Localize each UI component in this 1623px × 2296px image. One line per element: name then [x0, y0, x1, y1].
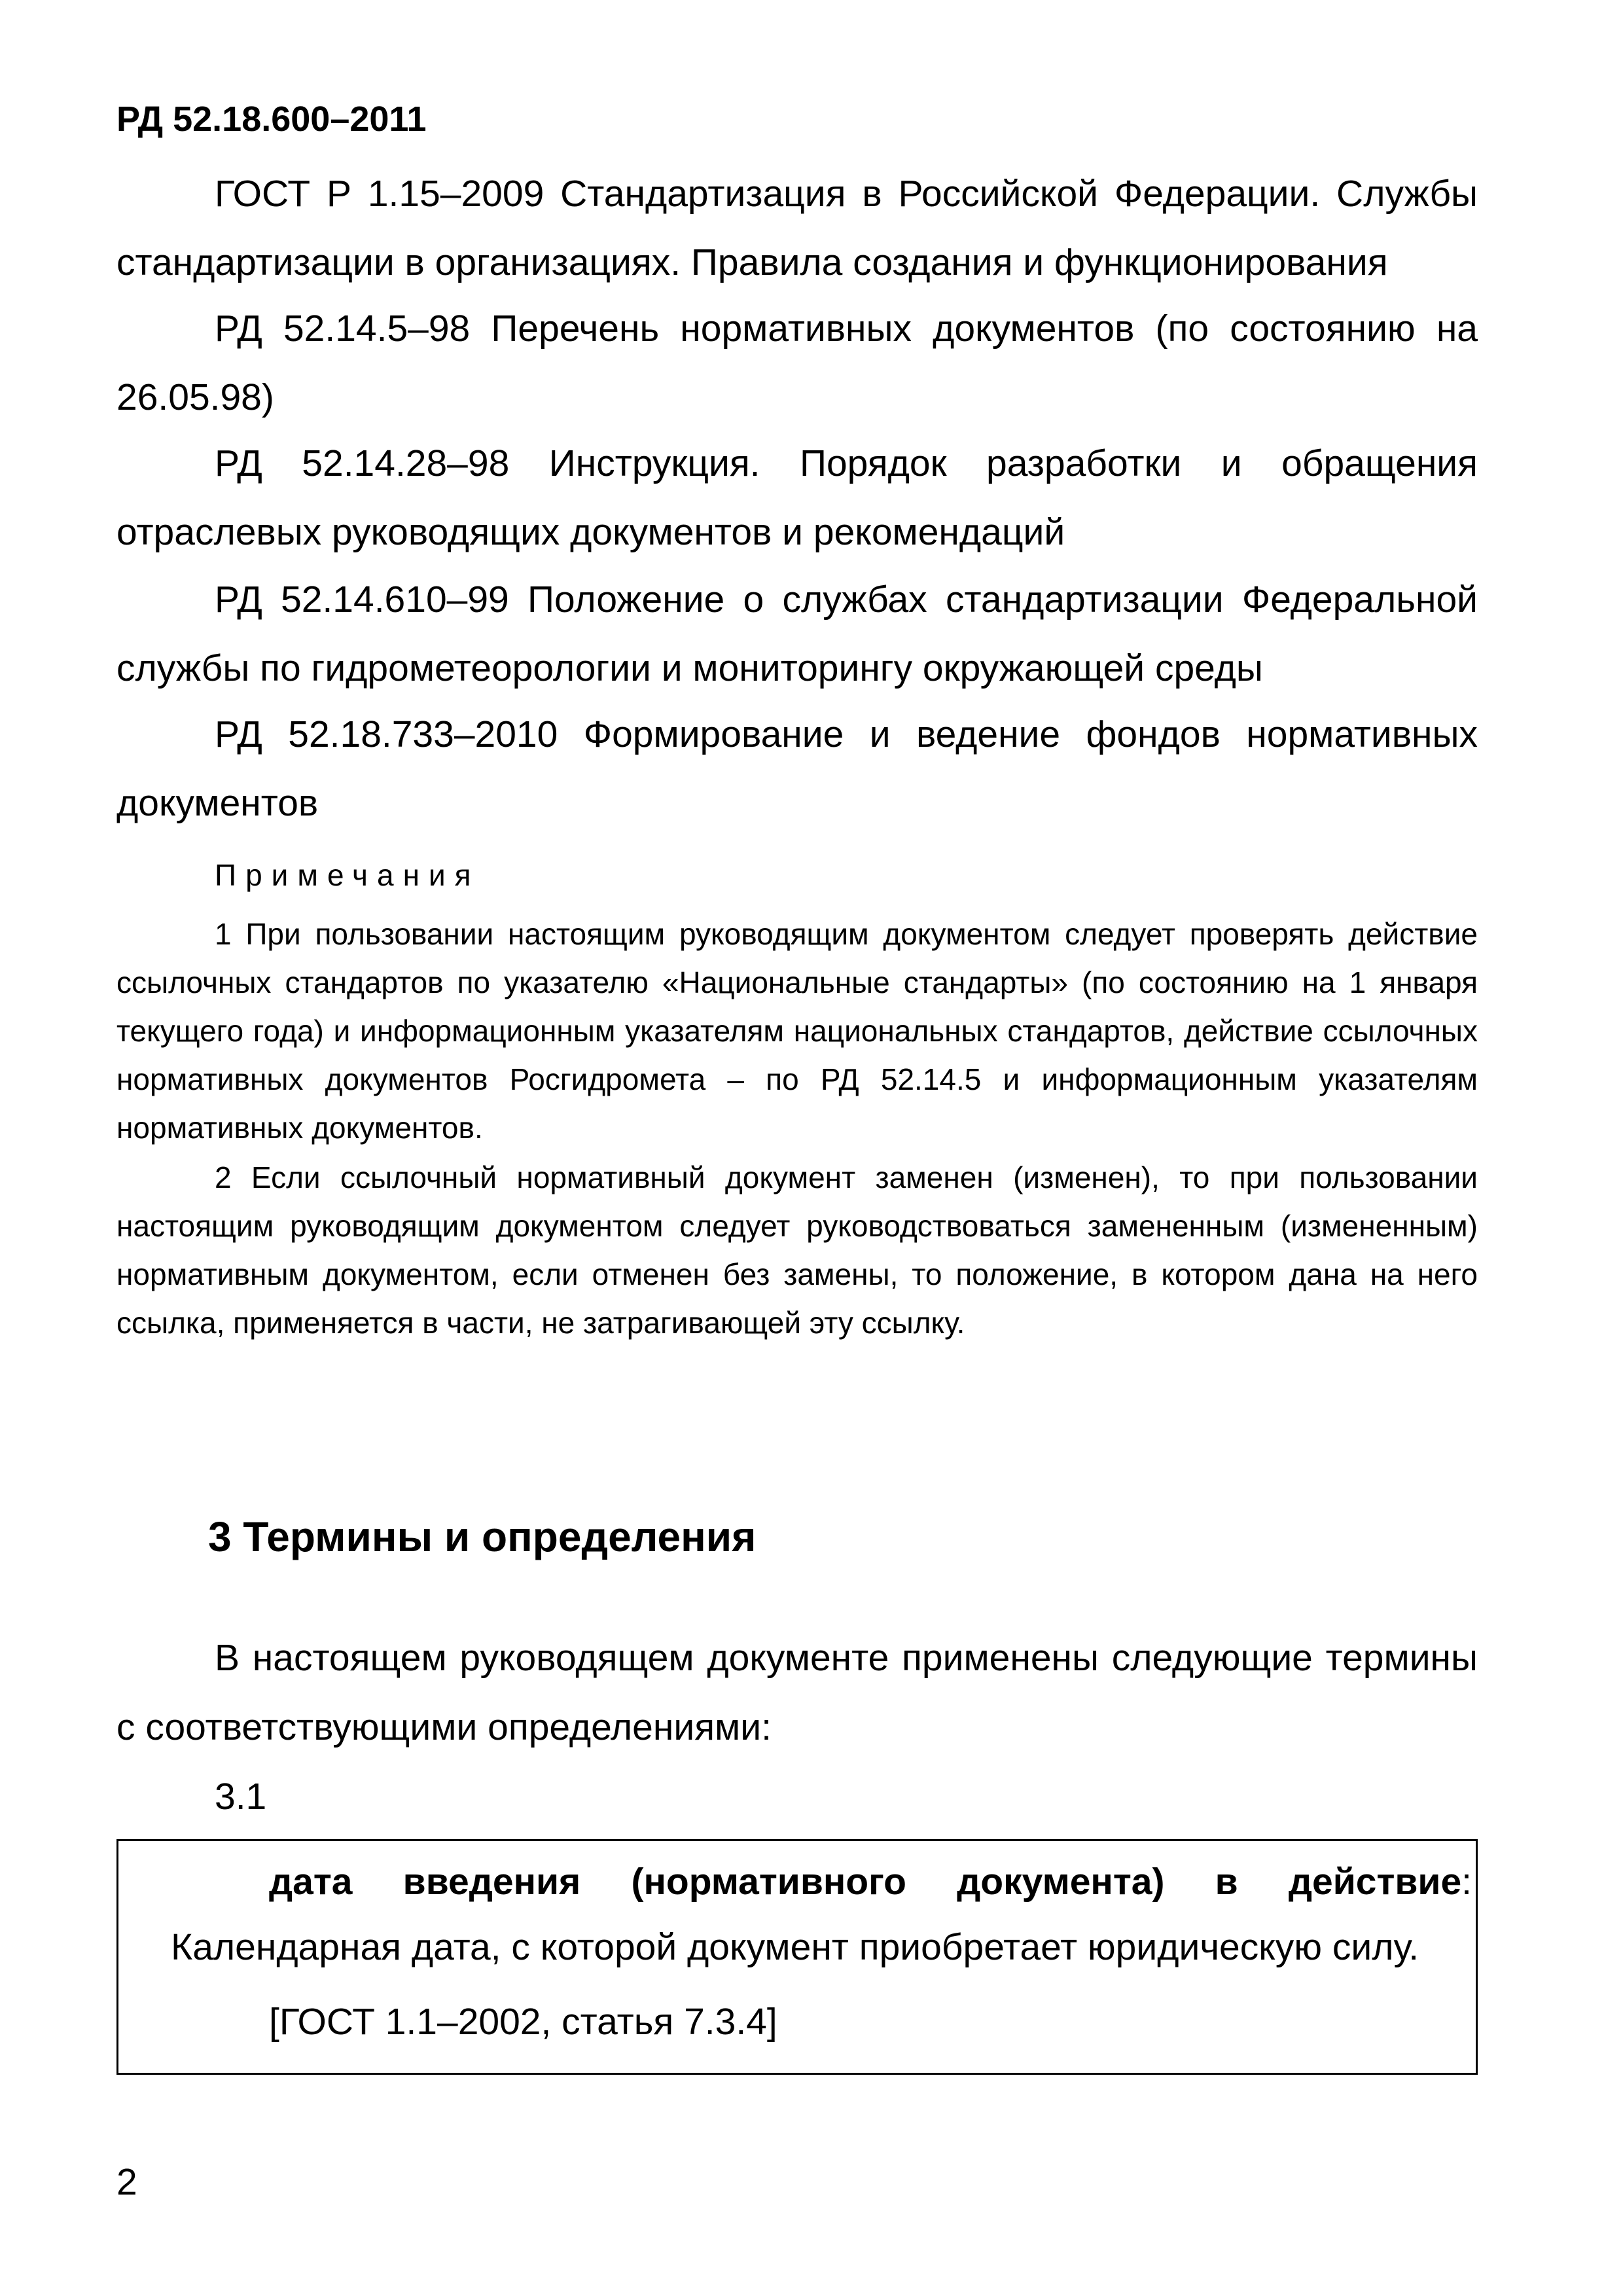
- term-separator: :: [1461, 1861, 1472, 1903]
- term-source: [ГОСТ 1.1–2002, статья 7.3.4]: [269, 2001, 777, 2043]
- term-definition-box: [116, 1839, 1478, 2075]
- term-definition: [171, 1849, 1472, 1980]
- reference-item: РД 52.14.610–99 Положение о службах стандартизации Федеральной службы по гидрометеорологии и мониторингу окружающей среды: [116, 579, 1478, 689]
- term-number: 3.1: [215, 1776, 267, 1818]
- section-intro: В настоящем руководящем документе применены следующие термины с соответствующими определениями:: [116, 1637, 1478, 1748]
- page-number: 2: [116, 2161, 137, 2203]
- reference-item: РД 52.14.28–98 Инструкция. Порядок разработки и обращения отраслевых руководящих документов и рекомендаций: [116, 442, 1478, 553]
- section-title: 3 Термины и определения: [208, 1513, 757, 1560]
- reference-item: РД 52.14.5–98 Перечень нормативных документов (по состоянию на 26.05.98): [116, 308, 1478, 418]
- reference-item: ГОСТ Р 1.15–2009 Стандартизация в Российской Федерации. Службы стандартизации в организациях. Правила создания и функционирования: [116, 173, 1478, 283]
- term-name: дата введения (нормативного документа) в действие: [269, 1861, 1462, 1903]
- note-item: 2 Если ссылочный нормативный документ заменен (изменен), то при пользовании настоящим руководящим документом следует руководствоваться замененным (измененным) нормативным документом, если отменен без замены, то положение, в котором дана на него ссылка, применяется в части, не затрагивающей эту ссылку.: [116, 1160, 1478, 1340]
- notes-title: Примечания: [215, 858, 480, 892]
- reference-item: РД 52.18.733–2010 Формирование и ведение фондов нормативных документов: [116, 713, 1478, 824]
- term-definition-text: Календарная дата, с которой документ приобретает юридическую силу.: [171, 1926, 1419, 1968]
- note-item: 1 При пользовании настоящим руководящим документом следует проверять действие ссылочных стандартов по указателю «Национальные стандарты» (по состоянию на 1 января текущего года) и информационным указателям национальных стандартов, действие ссылочных нормативных документов Росгидромета – по РД 52.14.5 и информационным указателям нормативных документов.: [116, 917, 1478, 1145]
- document-code-header: РД 52.18.600–2011: [116, 99, 427, 139]
